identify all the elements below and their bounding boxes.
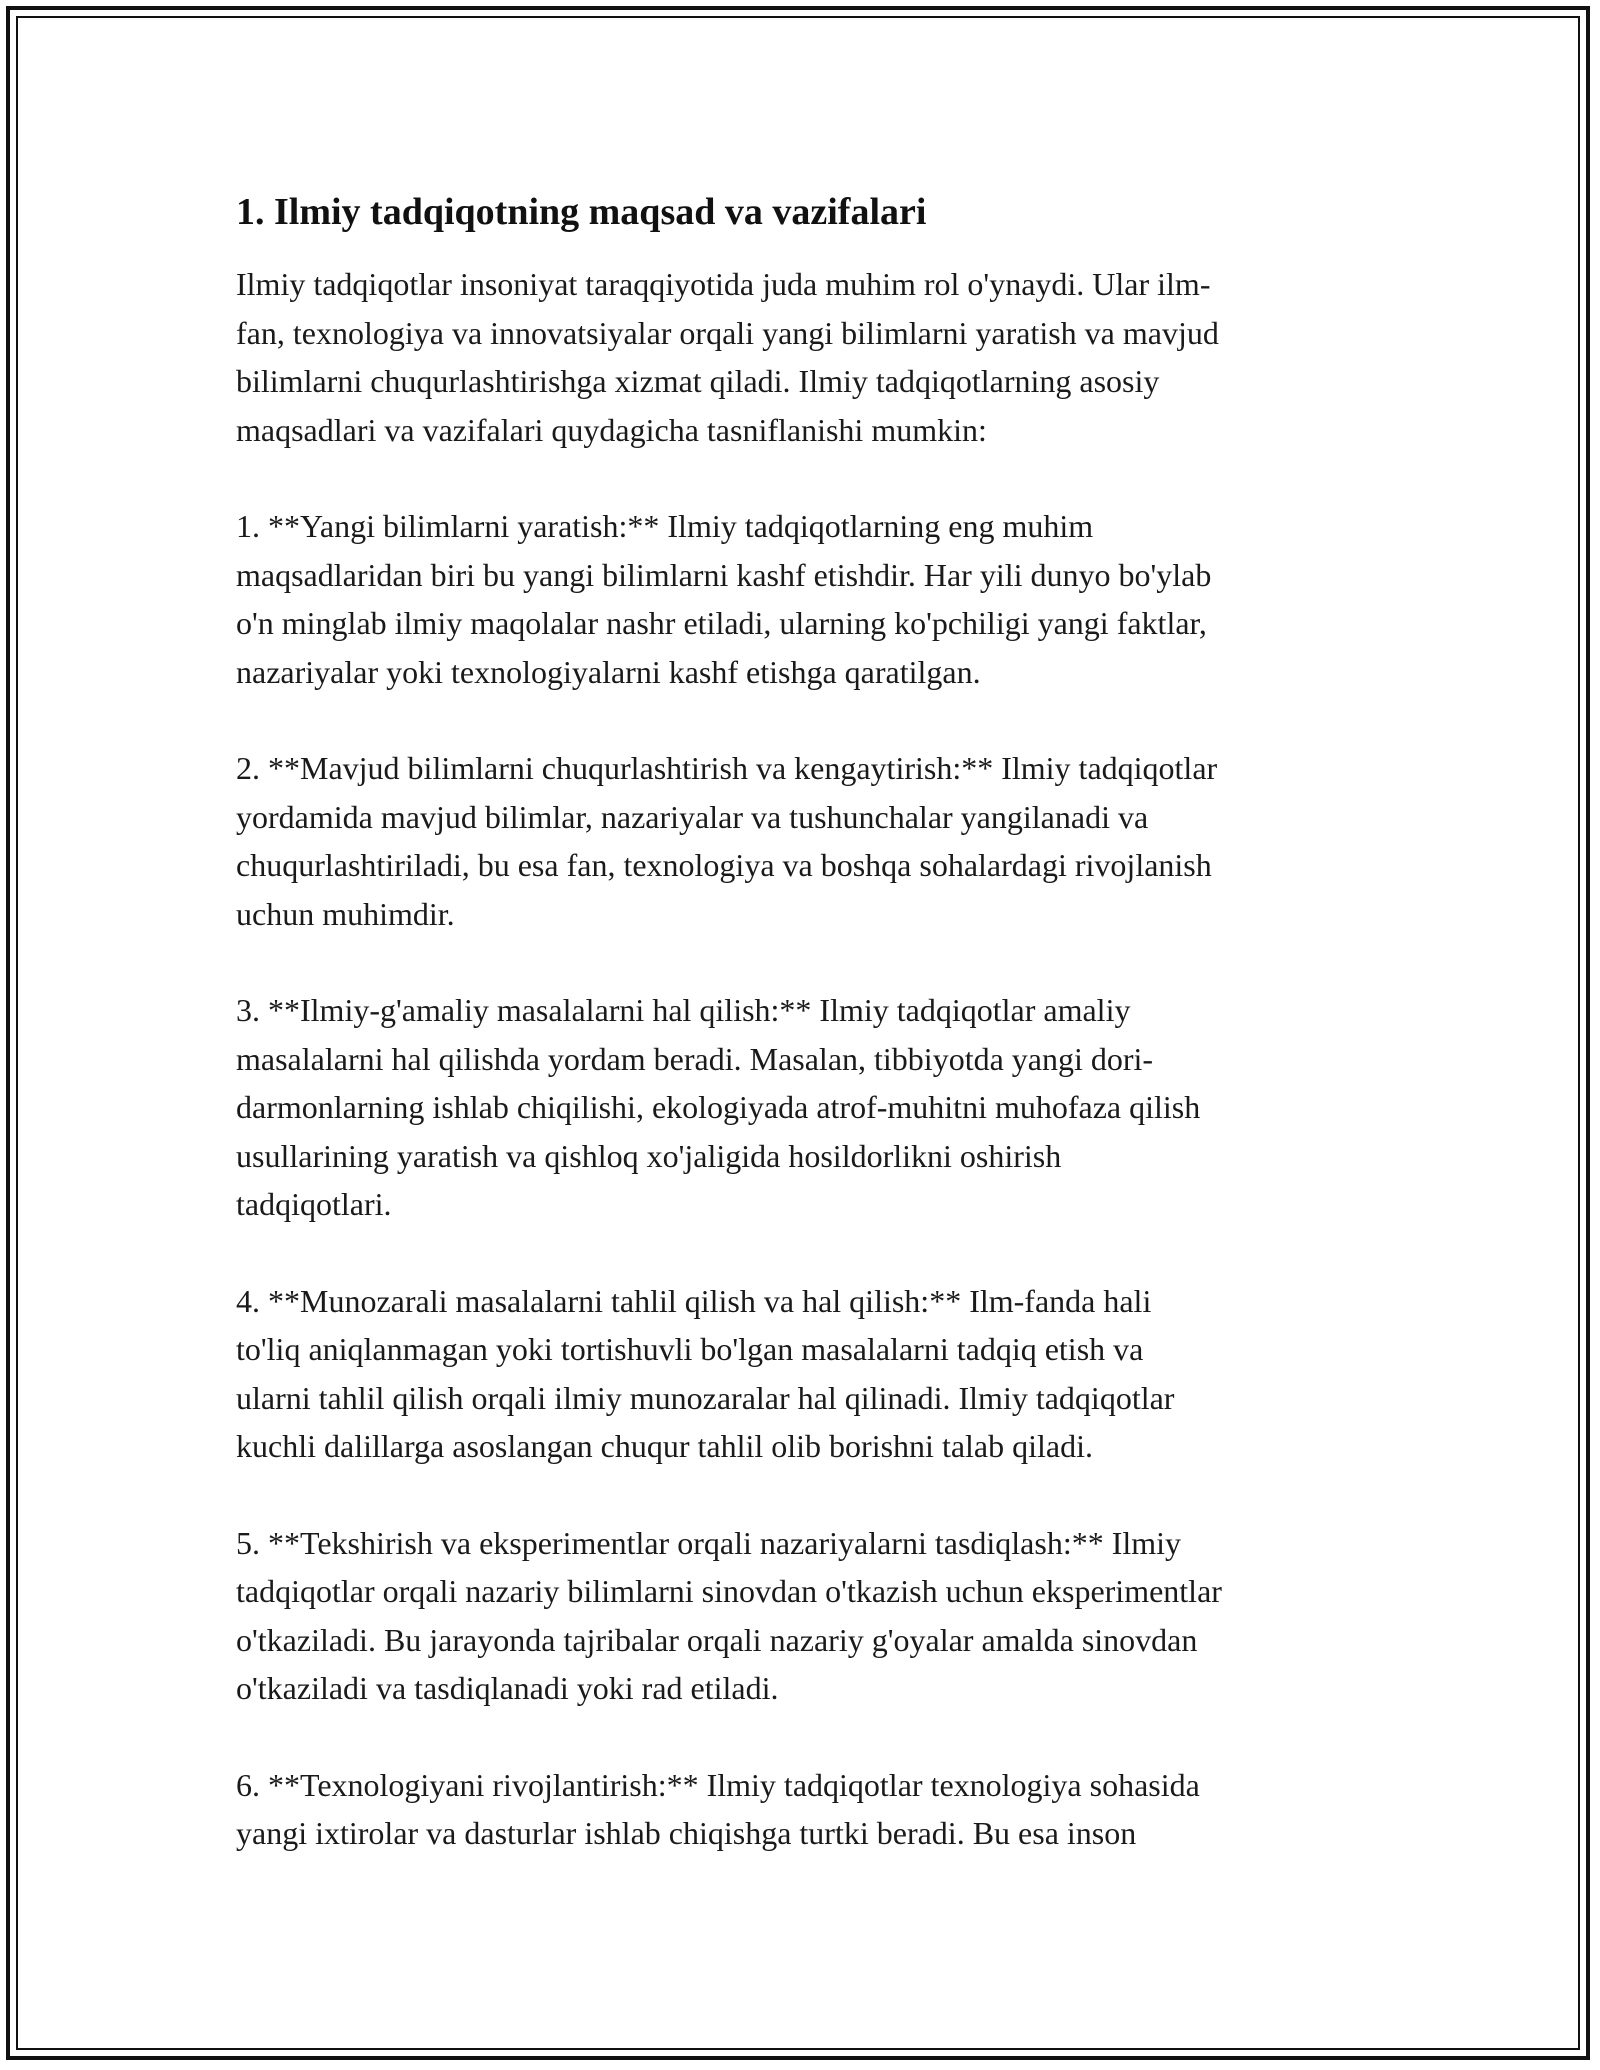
- text-line: usullarining yaratish va qishloq xo'jaligida hosildorlikni oshirish: [236, 1137, 1062, 1174]
- text-line: 5. **Tekshirish va eksperimentlar orqali nazariyalarni tasdiqlash:** Ilmiy: [236, 1524, 1182, 1561]
- text-line: 2. **Mavjud bilimlarni chuqurlashtirish va kengaytirish:** Ilmiy tadqiqotlar: [236, 750, 1218, 786]
- text-line: tadqiqotlar orqali nazariy bilimlarni sinovdan o'tkazish uchun eksperimentlar: [236, 1573, 1222, 1609]
- text-line: o'tkaziladi va tasdiqlanadi yoki rad etiladi.: [236, 1670, 779, 1706]
- text-line: tadqiqotlari.: [236, 1186, 392, 1222]
- list-item-5: [236, 1519, 1376, 1713]
- list-item-3: [236, 986, 1376, 1229]
- text-line: 3. **Ilmiy-g'amaliy masalalarni hal qilish:** Ilmiy tadqiqotlar amaliy: [236, 992, 1131, 1028]
- text-line: ularni tahlil qilish orqali ilmiy munozaralar hal qilinadi. Ilmiy tadqiqotlar: [236, 1379, 1175, 1416]
- text-line: to'liq aniqlanmagan yoki tortishuvli bo'lgan masalalarni tadqiq etish va: [236, 1331, 1144, 1367]
- document-body: [236, 186, 1376, 1906]
- text-line: fan, texnologiya va innovatsiyalar orqali yangi bilimlarni yaratish va mavjud: [236, 314, 1219, 351]
- list-item-6: [236, 1761, 1376, 1858]
- text-line: yangi ixtirolar va dasturlar ishlab chiqishga turtki beradi. Bu esa inson: [236, 1815, 1137, 1851]
- text-line: uchun muhimdir.: [236, 895, 455, 932]
- text-line: 1. **Yangi bilimlarni yaratish:** Ilmiy tadqiqotlarning eng muhim: [236, 508, 1094, 544]
- list-item-4: [236, 1277, 1376, 1471]
- text-line: maqsadlari va vazifalari quydagicha tasniflanishi mumkin:: [236, 411, 987, 448]
- text-line: maqsadlaridan biri bu yangi bilimlarni kashf etishdir. Har yili dunyo bo'ylab: [236, 556, 1212, 593]
- text-line: Ilmiy tadqiqotlar insoniyat taraqqiyotida juda muhim rol o'ynaydi. Ular ilm-: [236, 266, 1211, 302]
- text-line: yordamida mavjud bilimlar, nazariyalar va tushunchalar yangilanadi va: [236, 798, 1149, 835]
- list-item-2: [236, 744, 1376, 938]
- text-line: kuchli dalillarga asoslangan chuqur tahlil olib borishni talab qiladi.: [236, 1428, 1093, 1464]
- list-item-1: [236, 502, 1376, 696]
- section-heading: 1. Ilmiy tadqiqotning maqsad va vazifalari: [236, 191, 927, 233]
- text-line: darmonlarning ishlab chiqilishi, ekologiyada atrof-muhitni muhofaza qilish: [236, 1089, 1201, 1125]
- text-line: bilimlarni chuqurlashtirishga xizmat qiladi. Ilmiy tadqiqotlarning asosiy: [236, 363, 1160, 399]
- intro-paragraph: [236, 260, 1376, 454]
- text-line: nazariyalar yoki texnologiyalarni kashf etishga qaratilgan.: [236, 653, 981, 690]
- text-line: masalalarni hal qilishda yordam beradi. Masalan, tibbiyotda yangi dori-: [236, 1040, 1154, 1077]
- text-line: chuqurlashtiriladi, bu esa fan, texnologiya va boshqa sohalardagi rivojlanish: [236, 847, 1212, 883]
- text-line: o'tkaziladi. Bu jarayonda tajribalar orqali nazariy g'oyalar amalda sinovdan: [236, 1621, 1198, 1658]
- text-line: 6. **Texnologiyani rivojlantirish:** Ilmiy tadqiqotlar texnologiya sohasida: [236, 1766, 1200, 1803]
- text-line: 4. **Munozarali masalalarni tahlil qilish va hal qilish:** Ilm-fanda hali: [236, 1282, 1152, 1319]
- text-line: o'n minglab ilmiy maqolalar nashr etiladi, ularning ko'pchiligi yangi faktlar,: [236, 605, 1207, 641]
